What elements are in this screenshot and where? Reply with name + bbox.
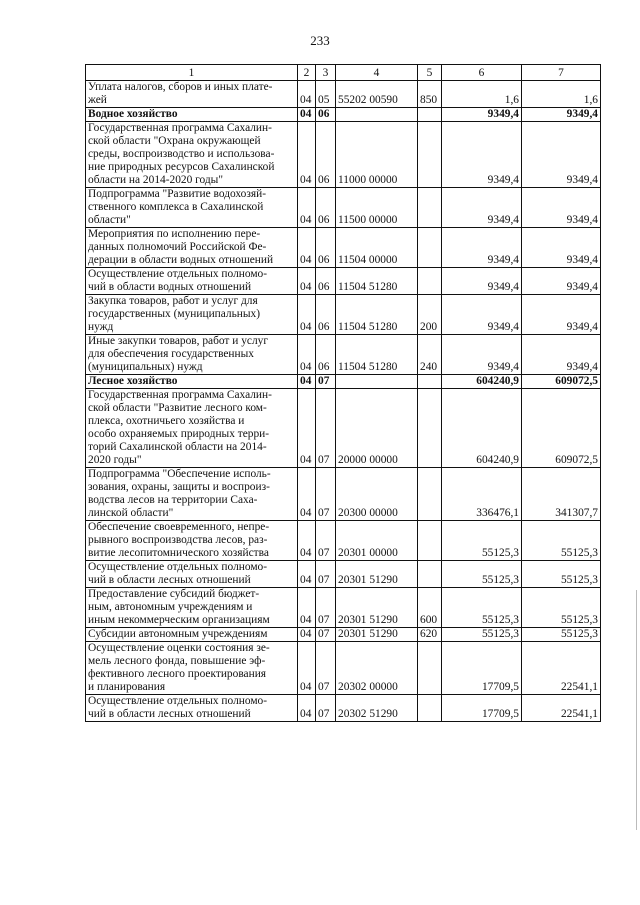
row-cell-c7: 9349,4	[522, 122, 601, 188]
column-header: 5	[418, 65, 442, 81]
column-header: 6	[442, 65, 522, 81]
row-cell-c5	[418, 375, 442, 389]
row-name-cell: Мероприятия по исполнению пере- данных полномочий Российской Фе- дерации в области водных отношений	[86, 228, 298, 268]
row-cell-c7: 9349,4	[522, 188, 601, 228]
row-cell-c6: 604240,9	[442, 389, 522, 468]
row-cell-c5: 200	[418, 295, 442, 335]
row-cell-c6: 17709,5	[442, 642, 522, 695]
row-cell-c3: 06	[316, 122, 336, 188]
table-row	[86, 389, 601, 468]
row-cell-c6: 9349,4	[442, 228, 522, 268]
row-cell-c7: 341307,7	[522, 468, 601, 521]
row-cell-c3: 07	[316, 561, 336, 588]
row-cell-c6: 17709,5	[442, 695, 522, 722]
row-cell-c2: 04	[298, 268, 316, 295]
row-cell-c4: 55202 00590	[336, 81, 418, 108]
table-body	[86, 81, 601, 722]
row-cell-c3: 07	[316, 588, 336, 628]
table-row	[86, 642, 601, 695]
row-cell-c7: 9349,4	[522, 335, 601, 375]
row-name-cell: Предоставление субсидий бюджет- ным, автономным учреждениям и иным некоммерческим организациям	[86, 588, 298, 628]
row-cell-c3: 06	[316, 268, 336, 295]
table-row	[86, 188, 601, 228]
row-cell-c7: 9349,4	[522, 108, 601, 122]
row-name-cell: Уплата налогов, сборов и иных плате- жей	[86, 81, 298, 108]
row-cell-c5	[418, 389, 442, 468]
row-cell-c2: 04	[298, 335, 316, 375]
row-name-cell: Водное хозяйство	[86, 108, 298, 122]
row-cell-c6: 9349,4	[442, 108, 522, 122]
row-cell-c7: 9349,4	[522, 268, 601, 295]
column-header: 2	[298, 65, 316, 81]
row-name-cell: Осуществление отдельных полномо- чий в области лесных отношений	[86, 561, 298, 588]
row-cell-c5	[418, 108, 442, 122]
row-cell-c7: 1,6	[522, 81, 601, 108]
row-cell-c2: 04	[298, 122, 316, 188]
row-cell-c7: 22541,1	[522, 695, 601, 722]
row-cell-c4: 11504 51280	[336, 295, 418, 335]
column-header: 3	[316, 65, 336, 81]
row-cell-c4: 20301 00000	[336, 521, 418, 561]
row-name-cell: Осуществление отдельных полномо- чий в области водных отношений	[86, 268, 298, 295]
row-cell-c5	[418, 268, 442, 295]
row-cell-c5: 240	[418, 335, 442, 375]
row-cell-c6: 55125,3	[442, 588, 522, 628]
row-cell-c4	[336, 108, 418, 122]
row-cell-c3: 06	[316, 295, 336, 335]
table-row	[86, 295, 601, 335]
row-name-cell: Государственная программа Сахалин- ской области "Развитие лесного ком- плекса, охотничьего хозяйства и особо охраняемых природных терри- торий Сахалинской области на 2014- 2020 годы"	[86, 389, 298, 468]
row-cell-c6: 9349,4	[442, 295, 522, 335]
row-name-cell: Государственная программа Сахалин- ской области "Охрана окружающей среды, воспроизводство и использова- ние природных ресурсов Сахалинской области на 2014-2020 годы"	[86, 122, 298, 188]
row-cell-c3: 07	[316, 389, 336, 468]
row-cell-c7: 9349,4	[522, 228, 601, 268]
row-cell-c5: 600	[418, 588, 442, 628]
row-cell-c4: 11504 51280	[336, 335, 418, 375]
row-cell-c3: 06	[316, 108, 336, 122]
table-row	[86, 588, 601, 628]
row-cell-c2: 04	[298, 108, 316, 122]
page-number: 233	[310, 33, 330, 48]
table-row	[86, 268, 601, 295]
row-name-cell: Лесное хозяйство	[86, 375, 298, 389]
row-cell-c6: 9349,4	[442, 335, 522, 375]
row-cell-c7: 609072,5	[522, 375, 601, 389]
row-cell-c2: 04	[298, 561, 316, 588]
row-cell-c2: 04	[298, 642, 316, 695]
row-cell-c2: 04	[298, 695, 316, 722]
row-cell-c2: 04	[298, 295, 316, 335]
row-cell-c2: 04	[298, 468, 316, 521]
row-cell-c3: 07	[316, 628, 336, 642]
row-cell-c4: 20301 51290	[336, 588, 418, 628]
row-cell-c3: 07	[316, 375, 336, 389]
row-cell-c5	[418, 521, 442, 561]
row-name-cell: Подпрограмма "Развитие водохозяй- ственного комплекса в Сахалинской области"	[86, 188, 298, 228]
row-cell-c5	[418, 122, 442, 188]
row-cell-c3: 07	[316, 468, 336, 521]
row-cell-c6: 1,6	[442, 81, 522, 108]
row-name-cell: Иные закупки товаров, работ и услуг для обеспечения государственных (муниципальных) нужд	[86, 335, 298, 375]
row-cell-c3: 07	[316, 642, 336, 695]
row-cell-c5: 850	[418, 81, 442, 108]
row-cell-c2: 04	[298, 389, 316, 468]
row-cell-c6: 55125,3	[442, 561, 522, 588]
row-name-cell: Закупка товаров, работ и услуг для государственных (муниципальных) нужд	[86, 295, 298, 335]
table-row	[86, 108, 601, 122]
row-cell-c7: 55125,3	[522, 628, 601, 642]
row-cell-c4: 11504 00000	[336, 228, 418, 268]
row-cell-c4: 11500 00000	[336, 188, 418, 228]
table-row	[86, 122, 601, 188]
row-cell-c4: 20300 00000	[336, 468, 418, 521]
table-row	[86, 335, 601, 375]
column-header: 4	[336, 65, 418, 81]
row-cell-c2: 04	[298, 375, 316, 389]
row-cell-c5	[418, 468, 442, 521]
row-cell-c5	[418, 228, 442, 268]
row-cell-c3: 06	[316, 188, 336, 228]
row-cell-c4: 20000 00000	[336, 389, 418, 468]
row-cell-c4: 11504 51280	[336, 268, 418, 295]
row-cell-c3: 06	[316, 335, 336, 375]
row-cell-c3: 07	[316, 521, 336, 561]
row-cell-c2: 04	[298, 588, 316, 628]
row-cell-c4: 11000 00000	[336, 122, 418, 188]
row-cell-c6: 9349,4	[442, 188, 522, 228]
table-row	[86, 628, 601, 642]
row-name-cell: Обеспечение своевременного, непре- рывного воспроизводства лесов, раз- витие лесопитомнического хозяйства	[86, 521, 298, 561]
row-cell-c7: 609072,5	[522, 389, 601, 468]
row-cell-c6: 9349,4	[442, 268, 522, 295]
row-cell-c2: 04	[298, 228, 316, 268]
header-row	[86, 65, 601, 81]
row-cell-c7: 55125,3	[522, 588, 601, 628]
row-cell-c3: 05	[316, 81, 336, 108]
row-cell-c6: 55125,3	[442, 521, 522, 561]
row-cell-c2: 04	[298, 628, 316, 642]
scan-edge-line	[636, 590, 637, 830]
row-cell-c6: 55125,3	[442, 628, 522, 642]
row-name-cell: Субсидии автономным учреждениям	[86, 628, 298, 642]
row-cell-c5	[418, 188, 442, 228]
row-cell-c7: 9349,4	[522, 295, 601, 335]
row-name-cell: Осуществление оценки состояния зе- мель лесного фонда, повышение эф- фективного лесного проектирования и планирования	[86, 642, 298, 695]
row-cell-c5	[418, 642, 442, 695]
row-cell-c2: 04	[298, 81, 316, 108]
row-cell-c5	[418, 561, 442, 588]
row-cell-c7: 55125,3	[522, 521, 601, 561]
row-cell-c2: 04	[298, 521, 316, 561]
row-cell-c5: 620	[418, 628, 442, 642]
table-row	[86, 375, 601, 389]
table-row	[86, 228, 601, 268]
column-header: 1	[86, 65, 298, 81]
row-cell-c6: 9349,4	[442, 122, 522, 188]
row-name-cell: Подпрограмма "Обеспечение исполь- зования, охраны, защиты и воспроиз- водства лесов на территории Саха- линской области"	[86, 468, 298, 521]
column-header: 7	[522, 65, 601, 81]
budget-table	[85, 64, 601, 722]
row-cell-c7: 55125,3	[522, 561, 601, 588]
row-cell-c4: 20301 51290	[336, 628, 418, 642]
row-cell-c4	[336, 375, 418, 389]
row-cell-c6: 336476,1	[442, 468, 522, 521]
row-cell-c5	[418, 695, 442, 722]
row-cell-c3: 07	[316, 695, 336, 722]
row-cell-c7: 22541,1	[522, 642, 601, 695]
row-cell-c4: 20302 51290	[336, 695, 418, 722]
table-row	[86, 521, 601, 561]
table-row	[86, 468, 601, 521]
row-cell-c6: 604240,9	[442, 375, 522, 389]
row-cell-c3: 06	[316, 228, 336, 268]
row-cell-c2: 04	[298, 188, 316, 228]
table-row	[86, 561, 601, 588]
table-row	[86, 81, 601, 108]
row-cell-c4: 20302 00000	[336, 642, 418, 695]
row-cell-c4: 20301 51290	[336, 561, 418, 588]
row-name-cell: Осуществление отдельных полномо- чий в области лесных отношений	[86, 695, 298, 722]
table-row	[86, 695, 601, 722]
